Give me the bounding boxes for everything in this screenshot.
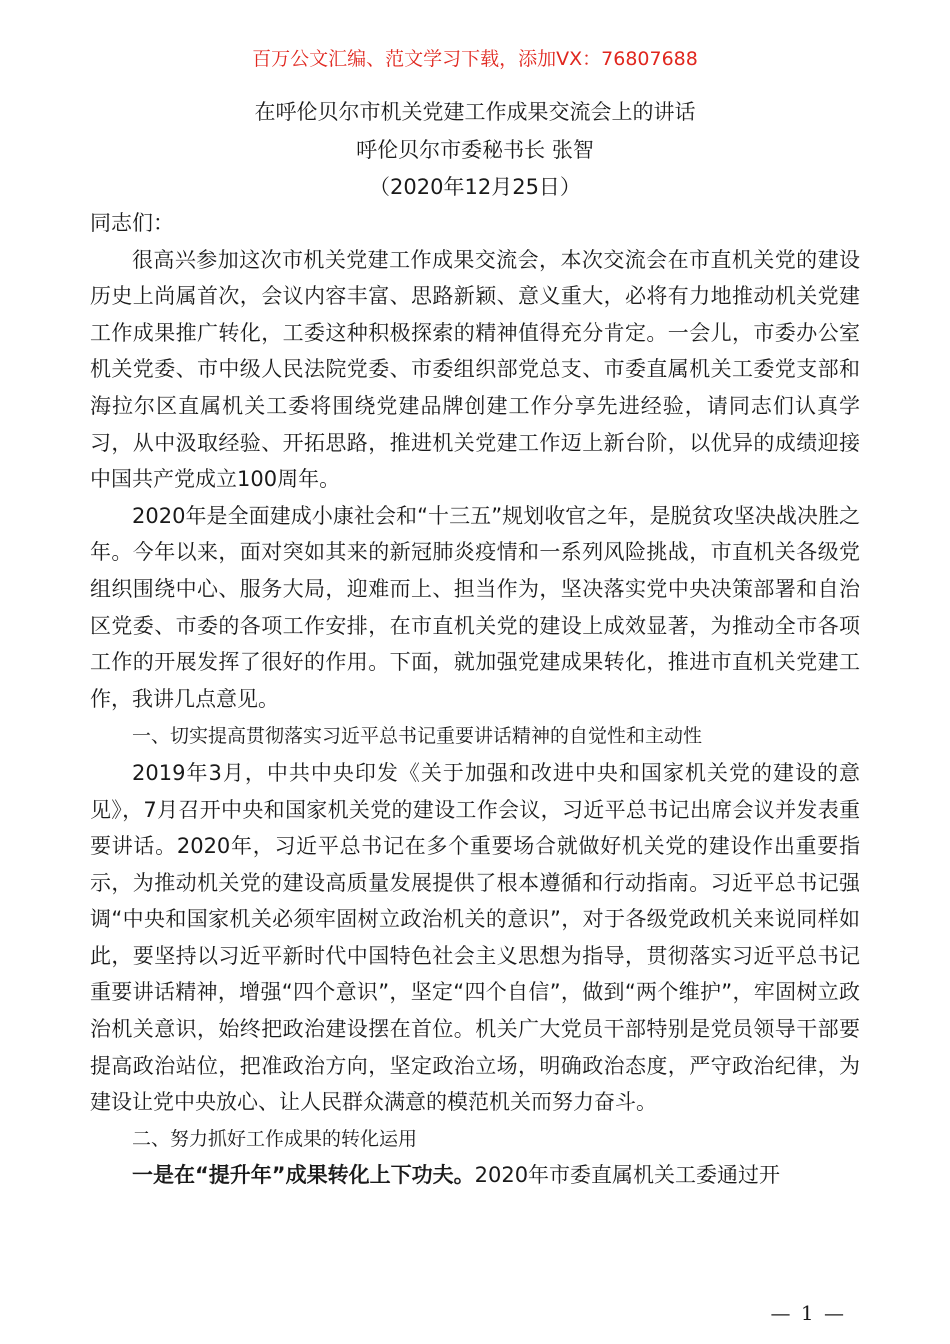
greeting: 同志们： [90,211,174,235]
page-number: — 1 — [770,1301,846,1325]
paragraph-2: 2020年是全面建成小康社会和“十三五”规划收官之年，是脱贫攻坚决战决胜之年。今年以来，面对突如其来的新冠肺炎疫情和一系列风险挑战，市直机关各级党组织围绕中心、服务大局，迎难而上、担当作为，坚决落实党中央决策部署和自治区党委、市委的各项工作安排，在市直机关党的建设上成效显著，为推动全市各项工作的开展发挥了很好的作用。下面，就加强党建成果转化，推进市直机关党建工作，我讲几点意见。 [90,503,860,711]
speaker-line: 呼伦贝尔市委秘书长 张智 [356,138,594,162]
paragraph-4 [90,1157,860,1194]
paragraph-4-lead: 一是在“提升年”成果转化上下功夫。 [132,1163,475,1188]
paragraph-3: 2019年3月，中共中央印发《关于加强和改进中央和国家机关党的建设的意见》，7月召开中央和国家机关党的建设工作会议，习近平总书记出席会议并发表重要讲话。2020年，习近平总书记在多个重要场合就做好机关党的建设作出重要指示，为推动机关党的建设高质量发展提供了根本遵循和行动指南。习近平总书记强调“中央和国家机关必须牢固树立政治机关的意识”，对于各级党政机关来说同样如此，要坚持以习近平新时代中国特色社会主义思想为指导，贯彻落实习近平总书记重要讲话精神，增强“四个意识”，坚定“四个自信”，做到“两个维护”，牢固树立政治机关意识，始终把政治建设摆在首位。机关广大党员干部特别是党员领导干部要提高政治站位，把准政治方向，坚定政治立场，明确政治态度，严守政治纪律，为建设让党中央放心、让人民群众满意的模范机关而努力奋斗。 [90,760,860,1115]
section-heading-1: 一、切实提高贯彻落实习近平总书记重要讲话精神的自觉性和主动性 [132,725,703,748]
paragraph-4-text: 2020年市委直属机关工委通过开 [474,1163,781,1188]
speech-title: 在呼伦贝尔市机关党建工作成果交流会上的讲话 [254,100,696,124]
document-body [90,205,860,1194]
section-heading-2: 二、努力抓好工作成果的转化运用 [132,1127,418,1150]
speech-date: （2020年12月25日） [369,175,581,199]
watermark-banner: 百万公文汇编、范文学习下载，添加VX：76807688 [252,48,698,70]
paragraph-1: 很高兴参加这次市机关党建工作成果交流会，本次交流会在市直机关党的建设历史上尚属首次，会议内容丰富、思路新颖、意义重大，必将有力地推动机关党建工作成果推广转化，工委这种积极探索的精神值得充分肯定。一会儿，市委办公室机关党委、市中级人民法院党委、市委组织部党总支、市委直属机关工委党支部和海拉尔区直属机关工委将围绕党建品牌创建工作分享先进经验，请同志们认真学习，从中汲取经验、开拓思路，推进机关党建工作迈上新台阶，以优异的成绩迎接中国共产党成立100周年。 [90,247,860,492]
